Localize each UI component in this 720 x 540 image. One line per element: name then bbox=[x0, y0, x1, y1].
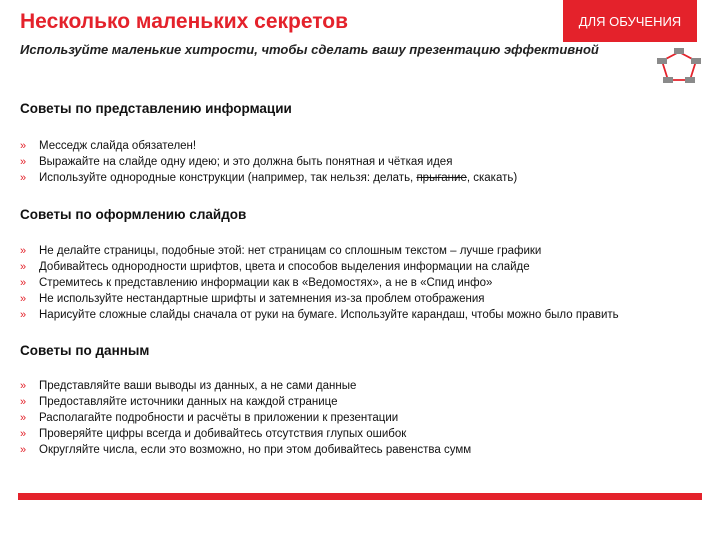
section-heading-presentation: Советы по представлению информации bbox=[20, 101, 292, 116]
list-item bbox=[20, 378, 471, 394]
bullet-icon: » bbox=[20, 309, 27, 321]
list-item-text: Проверяйте цифры всегда и добивайтесь отсутствия глупых ошибок bbox=[39, 428, 407, 440]
list-item-text: Выражайте на слайде одну идею; и это должна быть понятная и чёткая идея bbox=[39, 156, 453, 168]
list-item-text: Не делайте страницы, подобные этой: нет страницам со сплошным текстом – лучше графики bbox=[39, 245, 542, 257]
bullet-icon: » bbox=[20, 428, 27, 440]
section-heading-design: Советы по оформлению слайдов bbox=[20, 207, 247, 222]
bullet-icon: » bbox=[20, 293, 27, 305]
list-item-text: Предоставляйте источники данных на каждой странице bbox=[39, 396, 338, 408]
tips-list-design bbox=[20, 243, 619, 323]
bullet-icon: » bbox=[20, 412, 27, 424]
logo-node-top bbox=[674, 48, 684, 54]
list-item-text-start: Используйте однородные конструкции (например, так нельзя: делать, bbox=[39, 172, 417, 184]
tips-list-data bbox=[20, 378, 471, 458]
logo-ring bbox=[662, 52, 696, 80]
bullet-icon: » bbox=[20, 245, 27, 257]
logo-node-left bbox=[657, 58, 667, 64]
list-item-text-end: , скакать) bbox=[466, 172, 518, 184]
bullet-icon: » bbox=[20, 261, 27, 273]
struck-word: прыгание bbox=[416, 172, 467, 184]
bullet-icon: » bbox=[20, 380, 27, 392]
list-item-text: Округляйте числа, если это возможно, но при этом добивайтесь равенства сумм bbox=[39, 444, 472, 456]
page-title: Несколько маленьких секретов bbox=[20, 10, 348, 33]
bullet-icon: » bbox=[20, 156, 27, 168]
network-logo-icon bbox=[657, 47, 701, 85]
list-item-text: Нарисуйте сложные слайды сначала от руки на бумаге. Используйте карандаш, чтобы можно было править bbox=[39, 309, 619, 321]
list-item bbox=[20, 307, 619, 323]
list-item bbox=[20, 154, 517, 170]
list-item bbox=[20, 138, 517, 154]
logo-node-right bbox=[691, 58, 701, 64]
list-item bbox=[20, 243, 619, 259]
section-heading-data: Советы по данным bbox=[20, 343, 150, 358]
bullet-icon: » bbox=[20, 172, 27, 184]
list-item-text: Месседж слайда обязателен! bbox=[39, 140, 197, 152]
logo-node-bottom-right bbox=[685, 77, 695, 83]
list-item bbox=[20, 170, 517, 186]
list-item bbox=[20, 259, 619, 275]
list-item bbox=[20, 275, 619, 291]
list-item-text: Располагайте подробности и расчёты в приложении к презентации bbox=[39, 412, 399, 424]
bottom-divider bbox=[18, 493, 702, 500]
list-item-text: Стремитесь к представлению информации как в «Ведомостях», а не в «Спид инфо» bbox=[39, 277, 493, 289]
list-item bbox=[20, 426, 471, 442]
training-badge: ДЛЯ ОБУЧЕНИЯ bbox=[563, 0, 697, 42]
tips-list-presentation bbox=[20, 138, 517, 186]
list-item bbox=[20, 410, 471, 426]
list-item-text: Добивайтесь однородности шрифтов, цвета и способов выделения информации на слайде bbox=[39, 261, 530, 273]
bullet-icon: » bbox=[20, 396, 27, 408]
list-item bbox=[20, 442, 471, 458]
bullet-icon: » bbox=[20, 444, 27, 456]
list-item-text bbox=[39, 170, 517, 186]
logo-node-bottom-left bbox=[663, 77, 673, 83]
list-item bbox=[20, 291, 619, 307]
list-item-text: Не используйте нестандартные шрифты и затемнения из-за проблем отображения bbox=[39, 293, 485, 305]
bullet-icon: » bbox=[20, 277, 27, 289]
bullet-icon: » bbox=[20, 140, 27, 152]
list-item-text: Представляйте ваши выводы из данных, а не сами данные bbox=[39, 380, 357, 392]
page-subtitle: Используйте маленькие хитрости, чтобы сделать вашу презентацию эффективной bbox=[20, 42, 599, 57]
list-item bbox=[20, 394, 471, 410]
